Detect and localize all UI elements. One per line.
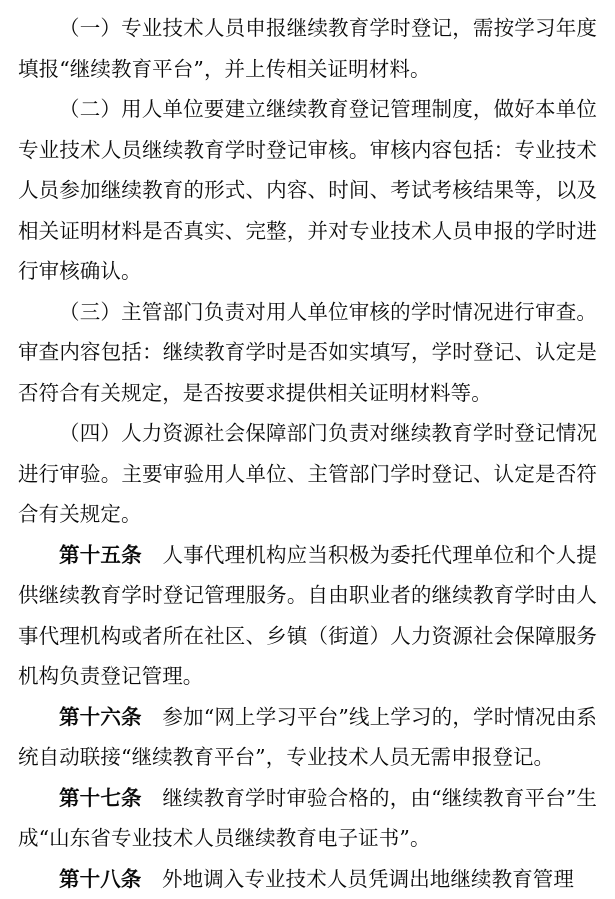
paragraph-article-16 — [18, 697, 597, 778]
article-body-15: 人事代理机构应当积极为委托代理单位和个人提供继续教育学时登记管理服务。自由职业者的继续教育学时由人事代理机构或者所在社区、乡镇（街道）人力资源社会保障服务机构负责登记管理。 — [18, 543, 597, 689]
article-label-15: 第十五条 — [59, 543, 142, 567]
paragraph-item-1: （一）专业技术人员申报继续教育学时登记，需按学习年度填报“继续教育平台”，并上传相关证明材料。 — [18, 8, 597, 89]
article-label-16: 第十六条 — [59, 705, 142, 729]
article-body-16: 参加“网上学习平台”线上学习的，学时情况由系统自动联接“继续教育平台”，专业技术人员无需申报登记。 — [18, 705, 597, 770]
article-label-18: 第十八条 — [59, 867, 141, 891]
article-label-17: 第十七条 — [59, 786, 142, 810]
article-body-18: 外地调入专业技术人员凭调出地继续教育管理 — [141, 867, 574, 891]
paragraph-item-3: （三）主管部门负责对用人单位审核的学时情况进行审查。审查内容包括：继续教育学时是否如实填写，学时登记、认定是否符合有关规定，是否按要求提供相关证明材料等。 — [18, 292, 597, 414]
paragraph-article-18 — [18, 859, 597, 899]
paragraph-item-4: （四）人力资源社会保障部门负责对继续教育学时登记情况进行审验。主要审验用人单位、主管部门学时登记、认定是否符合有关规定。 — [18, 413, 597, 535]
paragraph-article-17 — [18, 778, 597, 859]
article-body-17: 继续教育学时审验合格的，由“继续教育平台”生成“山东省专业技术人员继续教育电子证书”。 — [18, 786, 597, 851]
paragraph-item-2: （二）用人单位要建立继续教育登记管理制度，做好本单位专业技术人员继续教育学时登记审核。审核内容包括：专业技术人员参加继续教育的形式、内容、时间、考试考核结果等，以及相关证明材料是否真实、完整，并对专业技术人员申报的学时进行审核确认。 — [18, 89, 597, 292]
paragraph-article-15 — [18, 535, 597, 697]
